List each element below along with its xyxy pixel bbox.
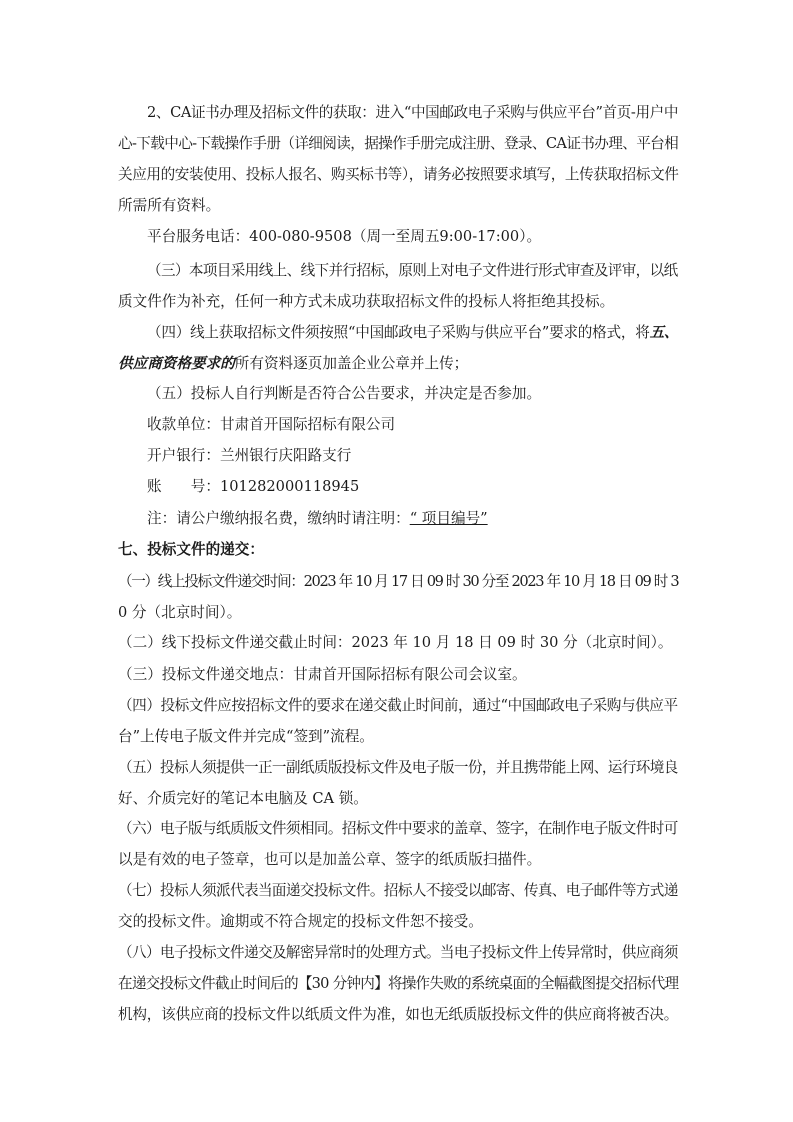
bank-text: 开户银行：兰州银行庆阳路支行 [147, 447, 352, 464]
text-line [118, 348, 678, 379]
note-line [118, 503, 678, 534]
text-segment: （四）线上获取招标文件须按照“中国邮政电子采购与供应平台”要求的格式，将 [147, 324, 650, 341]
section-7-item-5 [118, 752, 678, 814]
section-7-heading [118, 534, 678, 565]
text-segment: 所有资料逐页加盖企业公章并上传； [234, 355, 469, 372]
bank-line [118, 440, 678, 471]
payee-line [118, 409, 678, 440]
text-line: 好、介质完好的笔记本电脑及 CA 锁。 [118, 790, 368, 807]
section-7-item-6 [118, 813, 678, 875]
text-line [118, 317, 678, 348]
hotline-text: 平台服务电话：400-080-9508（周一至周五9:00-17:00）。 [147, 228, 542, 245]
paragraph-4 [118, 317, 678, 379]
emphasis-text: 供应商资格要求的 [118, 355, 235, 372]
text-line: 台”上传电子版文件并完成“签到”流程。 [118, 728, 374, 745]
text-line: 2、CA证书办理及招标文件的获取：进入“中国邮政电子采购与供应平台”首页-用户中 [147, 104, 679, 121]
section-7-item-1 [118, 566, 678, 628]
emphasis-text: 五、 [649, 324, 679, 341]
text-line: 机构，该供应商的投标文件以纸质文件为准，如也无纸质版投标文件的供应商将被否决。 [118, 1006, 679, 1023]
paragraph-hotline [118, 221, 678, 252]
paragraph-3 [118, 255, 678, 317]
text-line: （八）电子投标文件递交及解密异常时的处理方式。当电子投标文件上传异常时，供应商须 [118, 944, 678, 961]
text-line: （二）线下投标文件递交截止时间：2023 年 10 月 18 日 09 时 30 分（北京时间）。 [118, 634, 673, 651]
text-line: 以是有效的电子签章，也可以是加盖公章、签字的纸质版扫描件。 [118, 851, 542, 868]
paragraph-ca-certificate [118, 97, 678, 221]
section-7-item-7 [118, 875, 678, 937]
note-prefix: 注：请公户缴纳报名费，缴纳时请注明： [147, 510, 410, 527]
text-line: 关应用的安装使用、投标人报名、购买标书等），请务必按照要求填写，上传获取招标文件 [118, 166, 679, 183]
section-7-item-4 [118, 690, 678, 752]
text-line [118, 503, 678, 534]
text-line: 在递交投标文件截止时间后的【30 分钟内】将操作失败的系统桌面的全幅截图提交招标代理 [118, 975, 679, 992]
payee-text: 收款单位：甘肃首开国际招标有限公司 [147, 416, 396, 433]
text-line: （一）线上投标文件递交时间：2023 年 10 月 17 日 09 时 30 分至 2023 年 10 月 18 日 09 时 3 [118, 573, 679, 590]
text-line: 质文件作为补充，任何一种方式未成功获取招标文件的投标人将拒绝其投标。 [118, 293, 615, 310]
section-7-item-3 [118, 659, 678, 690]
text-line: （五）投标人须提供一正一副纸质版投标文件及电子版一份，并且携带能上网、运行环境良 [118, 759, 678, 776]
project-number-placeholder: “ 项目编号” [409, 510, 488, 527]
paragraph-5 [118, 378, 678, 409]
text-line: （七）投标人须派代表当面递交投标文件。招标人不接受以邮寄、传真、电子邮件等方式递 [118, 882, 678, 899]
text-line: （六）电子版与纸质版文件须相同。招标文件中要求的盖章、签字，在制作电子版文件时可 [118, 820, 678, 837]
text-line: （四）投标文件应按招标文件的要求在递交截止时间前，通过“中国邮政电子采购与供应平 [118, 697, 678, 714]
text-line: （三）投标文件递交地点：甘肃首开国际招标有限公司会议室。 [118, 666, 527, 683]
section-7-item-2 [118, 627, 678, 658]
account-text: 账 号：101282000118945 [147, 478, 360, 495]
text-line: 交的投标文件。逾期或不符合规定的投标文件恕不接受。 [118, 913, 483, 930]
text-line: （三）本项目采用线上、线下并行招标，原则上对电子文件进行形式审查及评审，以纸 [147, 262, 678, 279]
heading-text: 七、投标文件的递交： [118, 541, 264, 558]
account-line [118, 471, 678, 502]
text-line: （五）投标人自行判断是否符合公告要求，并决定是否参加。 [147, 385, 542, 402]
text-line: 心-下载中心-下载操作手册（详细阅读，据操作手册完成注册、登录、CA证书办理、平台相 [118, 135, 679, 152]
text-line: 0 分（北京时间）。 [118, 604, 242, 621]
section-7-item-8 [118, 937, 678, 1030]
text-line: 所需所有资料。 [118, 197, 221, 214]
